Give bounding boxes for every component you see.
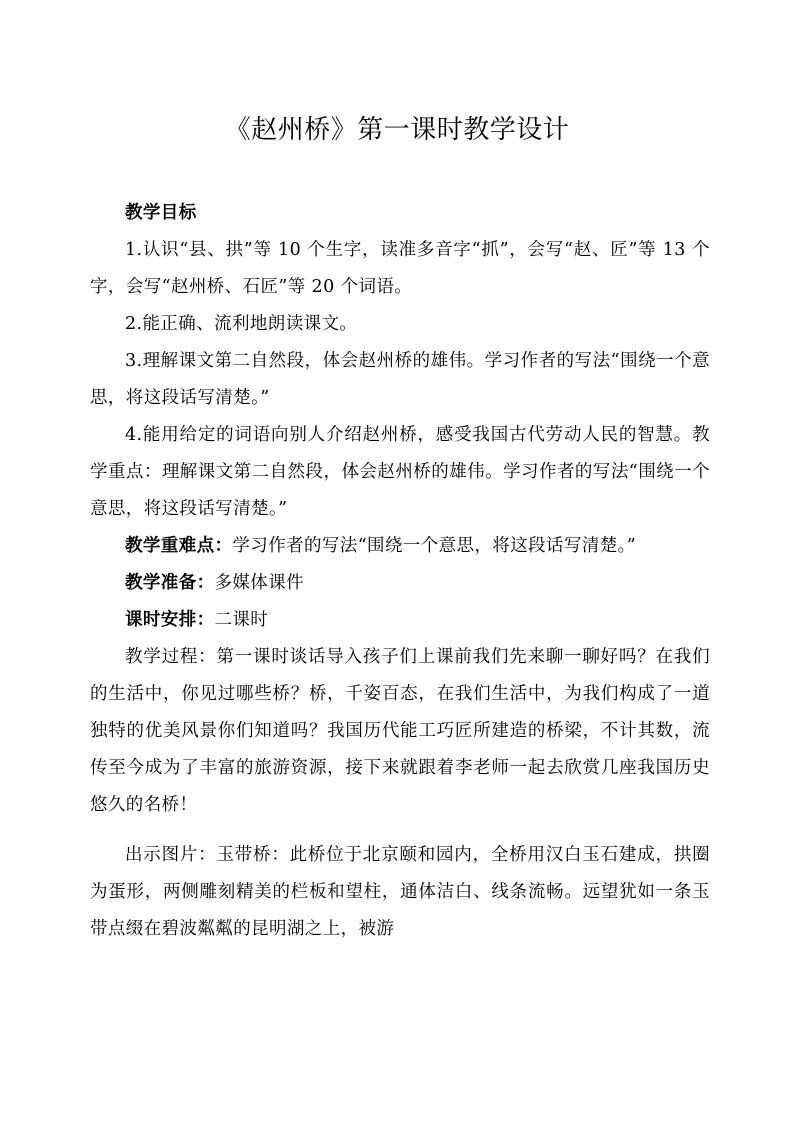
preparation-paragraph <box>90 565 710 602</box>
schedule-label: 课时安排： <box>125 610 215 630</box>
difficulty-paragraph <box>90 528 710 565</box>
schedule-text: 二课时 <box>214 610 269 630</box>
preparation-text: 多媒体课件 <box>214 573 304 593</box>
objectives-heading: 教学目标 <box>125 203 197 223</box>
document-title: 《赵州桥》第一课时教学设计 <box>224 115 570 145</box>
objective-2: 2.能正确、流利地朗读课文。 <box>125 314 358 334</box>
objective-1: 1.认识“县、拱”等 10 个生字，读准多音字“抓”，会写“赵、匠”等 13 个字，会写“赵州桥、石匠”等 20 个词语。 <box>90 240 710 297</box>
objective-3: 3.理解课文第二自然段，体会赵州桥的雄伟。学习作者的写法“围绕一个意思，将这段话写清楚。” <box>90 351 710 408</box>
paragraph-gap <box>90 824 710 837</box>
show-picture-paragraph: 出示图片：玉带桥：此桥位于北京颐和园内，全桥用汉白玉石建成，拱圈为蛋形，两侧雕刻精美的栏板和望柱，通体洁白、线条流畅。远望犹如一条玉带点缀在碧波粼粼的昆明湖之上，被游 <box>90 845 710 939</box>
schedule-paragraph <box>90 602 710 639</box>
preparation-label: 教学准备： <box>125 573 215 593</box>
difficulty-text: 学习作者的写法“围绕一个意思，将这段话写清楚。” <box>232 536 637 556</box>
process-paragraph: 教学过程：第一课时谈话导入孩子们上课前我们先来聊一聊好吗？在我们的生活中，你见过哪些桥？桥，千姿百态，在我们生活中，为我们构成了一道独特的优美风景你们知道吗？我国历代能工巧匠所建造的桥梁，不计其数，流传至今成为了丰富的旅游资源，接下来就跟着李老师一起去欣赏几座我国历史悠久的名桥！ <box>90 647 710 815</box>
objective-4: 4.能用给定的词语向别人介绍赵州桥，感受我国古代劳动人民的智慧。教学重点：理解课文第二自然段，体会赵州桥的雄伟。学习作者的写法“围绕一个意思，将这段话写清楚。” <box>90 425 710 519</box>
document-body <box>90 195 710 948</box>
difficulty-label: 教学重难点： <box>125 536 233 556</box>
